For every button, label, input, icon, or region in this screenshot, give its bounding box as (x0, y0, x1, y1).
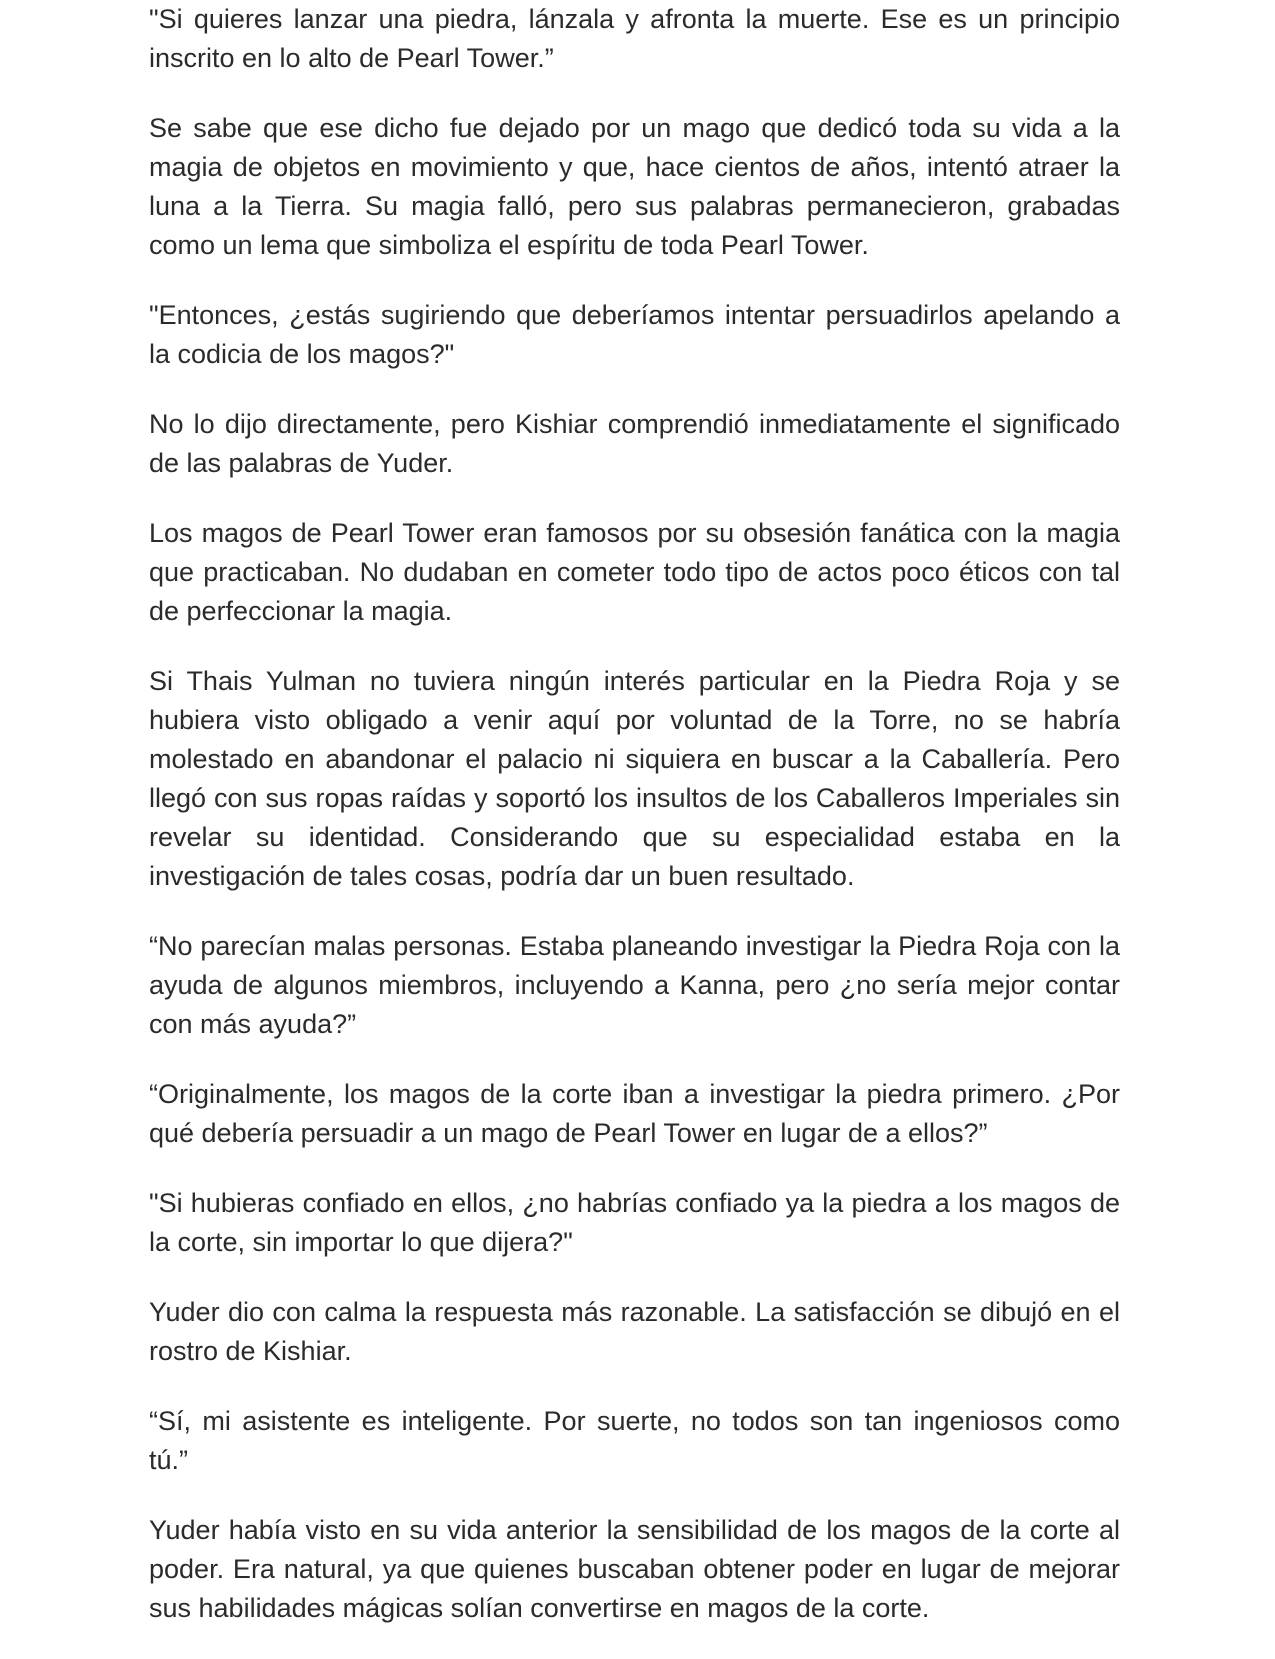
paragraph-10: Yuder dio con calma la respuesta más razonable. La satisfacción se dibujó en el rostro de Kishiar. (149, 1297, 1120, 1366)
paragraph-4: No lo dijo directamente, pero Kishiar comprendió inmediatamente el significado de las palabras de Yuder. (149, 409, 1120, 478)
paragraph-6: Si Thais Yulman no tuviera ningún interés particular en la Piedra Roja y se hubiera visto obligado a venir aquí por voluntad de la Torre, no se habría molestado en abandonar el palacio ni siquiera en buscar a la Caballería. Pero llegó con sus ropas raídas y soportó los insultos de los Caballeros Imperiales sin revelar su identidad. Considerando que su especialidad estaba en la investigación de tales cosas, podría dar un buen resultado. (149, 666, 1120, 891)
paragraph-12: Yuder había visto en su vida anterior la sensibilidad de los magos de la corte al poder. Era natural, ya que quienes buscaban obtener poder en lugar de mejorar sus habilidades mágicas solían convertirse en magos de la corte. (149, 1515, 1120, 1623)
paragraph-7: “No parecían malas personas. Estaba planeando investigar la Piedra Roja con la ayuda de algunos miembros, incluyendo a Kanna, pero ¿no sería mejor contar con más ayuda?” (149, 931, 1120, 1039)
paragraph-1: "Si quieres lanzar una piedra, lánzala y afronta la muerte. Ese es un principio inscrito en lo alto de Pearl Tower.” (149, 4, 1120, 73)
paragraph-2: Se sabe que ese dicho fue dejado por un mago que dedicó toda su vida a la magia de objetos en movimiento y que, hace cientos de años, intentó atraer la luna a la Tierra. Su magia falló, pero sus palabras permanecieron, grabadas como un lema que simboliza el espíritu de toda Pearl Tower. (149, 113, 1120, 260)
paragraph-11: “Sí, mi asistente es inteligente. Por suerte, no todos son tan ingeniosos como tú.” (149, 1406, 1120, 1475)
document-page (149, 0, 1120, 1659)
paragraph-9: "Si hubieras confiado en ellos, ¿no habrías confiado ya la piedra a los magos de la corte, sin importar lo que dijera?" (149, 1188, 1120, 1257)
paragraph-3: "Entonces, ¿estás sugiriendo que deberíamos intentar persuadirlos apelando a la codicia de los magos?" (149, 300, 1120, 369)
paragraph-8: “Originalmente, los magos de la corte iban a investigar la piedra primero. ¿Por qué debería persuadir a un mago de Pearl Tower en lugar de a ellos?” (149, 1079, 1120, 1148)
paragraph-5: Los magos de Pearl Tower eran famosos por su obsesión fanática con la magia que practicaban. No dudaban en cometer todo tipo de actos poco éticos con tal de perfeccionar la magia. (149, 518, 1120, 626)
